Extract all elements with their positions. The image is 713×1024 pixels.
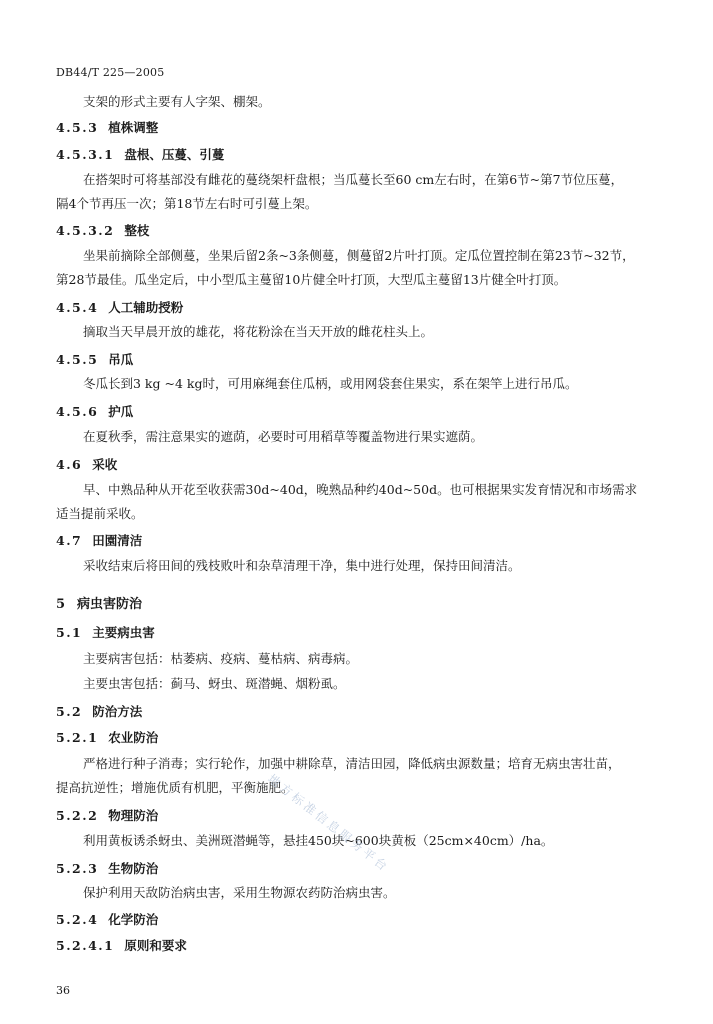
section-number: 5.2.4.1 [56,938,115,953]
standard-code: DB44/T 225—2005 [56,66,165,79]
section-number: 4.5.6 [56,404,99,419]
section-title: 原则和要求 [124,938,187,953]
section-title: 田園清洁 [92,533,143,548]
section-heading [56,534,142,548]
section-title: 吊瓜 [108,352,134,367]
section-number: 4.7 [56,533,83,548]
paragraph-line: 主要病害包括：枯萎病、疫病、蔓枯病、病毒病。 [83,651,359,666]
section-number: 5.1 [56,625,83,640]
section-heading [56,598,142,612]
section-heading [56,913,158,927]
section-title: 植株调整 [108,120,159,135]
paragraph-line: 采收结束后将田间的残枝败叶和杂草清理干净，集中进行处理，保持田间清洁。 [83,558,521,573]
section-title: 农业防治 [108,730,159,745]
section-heading [56,405,133,419]
section-title: 人工辅助授粉 [108,300,184,315]
paragraph-line: 适当提前采收。 [56,506,144,521]
section-title: 主要病虫害 [92,625,155,640]
paragraph-line: 提高抗逆性；增施优质有机肥，平衡施肥。 [56,780,294,795]
paragraph-line: 支架的形式主要有人字架、棚架。 [83,94,271,109]
section-heading [56,939,187,953]
paragraph-line: 保护利用天敌防治病虫害，采用生物源农药防治病虫害。 [83,885,396,900]
paragraph-line: 严格进行种子消毒；实行轮作，加强中耕除草，清洁田园，降低病虫源数量；培育无病虫害壮苗， [83,756,621,771]
paragraph-line: 冬瓜长到3 kg ~4 kg时，可用麻绳套住瓜柄，或用网袋套住果实，系在架竿上进行吊瓜。 [83,376,578,391]
section-heading [56,809,158,823]
section-title: 采收 [92,457,118,472]
paragraph-line: 利用黄板诱杀蚜虫、美洲斑潜蝇等，悬挂450块~600块黄板（25cm×40cm）/ha。 [83,833,554,848]
section-number: 4.5.5 [56,352,99,367]
paragraph-line: 主要虫害包括：蓟马、蚜虫、斑潜蝇、烟粉虱。 [83,676,346,691]
section-number: 5.2.4 [56,912,99,927]
section-number: 5.2.3 [56,861,99,876]
page-number: 36 [56,984,70,997]
section-title: 整枝 [124,223,150,238]
section-heading [56,705,142,719]
paragraph-line: 早、中熟品种从开花至收获需30d~40d，晚熟品种约40d~50d。也可根据果实发育情况和市场需求 [83,482,638,497]
section-heading [56,224,149,238]
paragraph-line: 在搭架时可将基部没有雌花的蔓绕架杆盘根；当瓜蔓长至60 cm左右时，在第6节~第7节位压蔓， [83,172,624,187]
section-heading [56,353,133,367]
section-heading [56,301,183,315]
paragraph-line: 隔4个节再压一次；第18节左右时可引蔓上架。 [56,196,318,211]
section-title: 化学防治 [108,912,159,927]
section-number: 5 [56,597,66,612]
section-number: 4.5.4 [56,300,99,315]
section-heading [56,731,158,745]
section-number: 4.5.3.2 [56,223,115,238]
section-number: 5.2 [56,704,83,719]
paragraph-line: 在夏秋季，需注意果实的遮荫，必要时可用稻草等覆盖物进行果实遮荫。 [83,429,484,444]
section-title: 盘根、压蔓、引蔓 [124,147,225,162]
section-heading [56,148,224,162]
section-title: 生物防治 [108,861,159,876]
section-heading [56,862,158,876]
watermark: 地方标准信息服务平台 [265,771,392,875]
section-number: 4.5.3.1 [56,147,115,162]
section-title: 病虫害防治 [77,597,143,612]
section-number: 4.6 [56,457,83,472]
section-title: 防治方法 [92,704,143,719]
paragraph-line: 摘取当天早晨开放的雄花，将花粉涂在当天开放的雌花柱头上。 [83,324,434,339]
section-heading [56,121,158,135]
section-title: 物理防治 [108,808,159,823]
section-heading [56,626,155,640]
paragraph-line: 坐果前摘除全部侧蔓，坐果后留2条~3条侧蔓，侧蔓留2片叶打顶。定瓜位置控制在第23节~32节， [83,248,635,263]
section-heading [56,458,117,472]
section-title: 护瓜 [108,404,134,419]
section-number: 4.5.3 [56,120,99,135]
paragraph-line: 第28节最佳。瓜坐定后，中小型瓜主蔓留10片健全叶打顶，大型瓜主蔓留13片健全叶打顶。 [56,272,567,287]
section-number: 5.2.1 [56,730,99,745]
section-number: 5.2.2 [56,808,99,823]
